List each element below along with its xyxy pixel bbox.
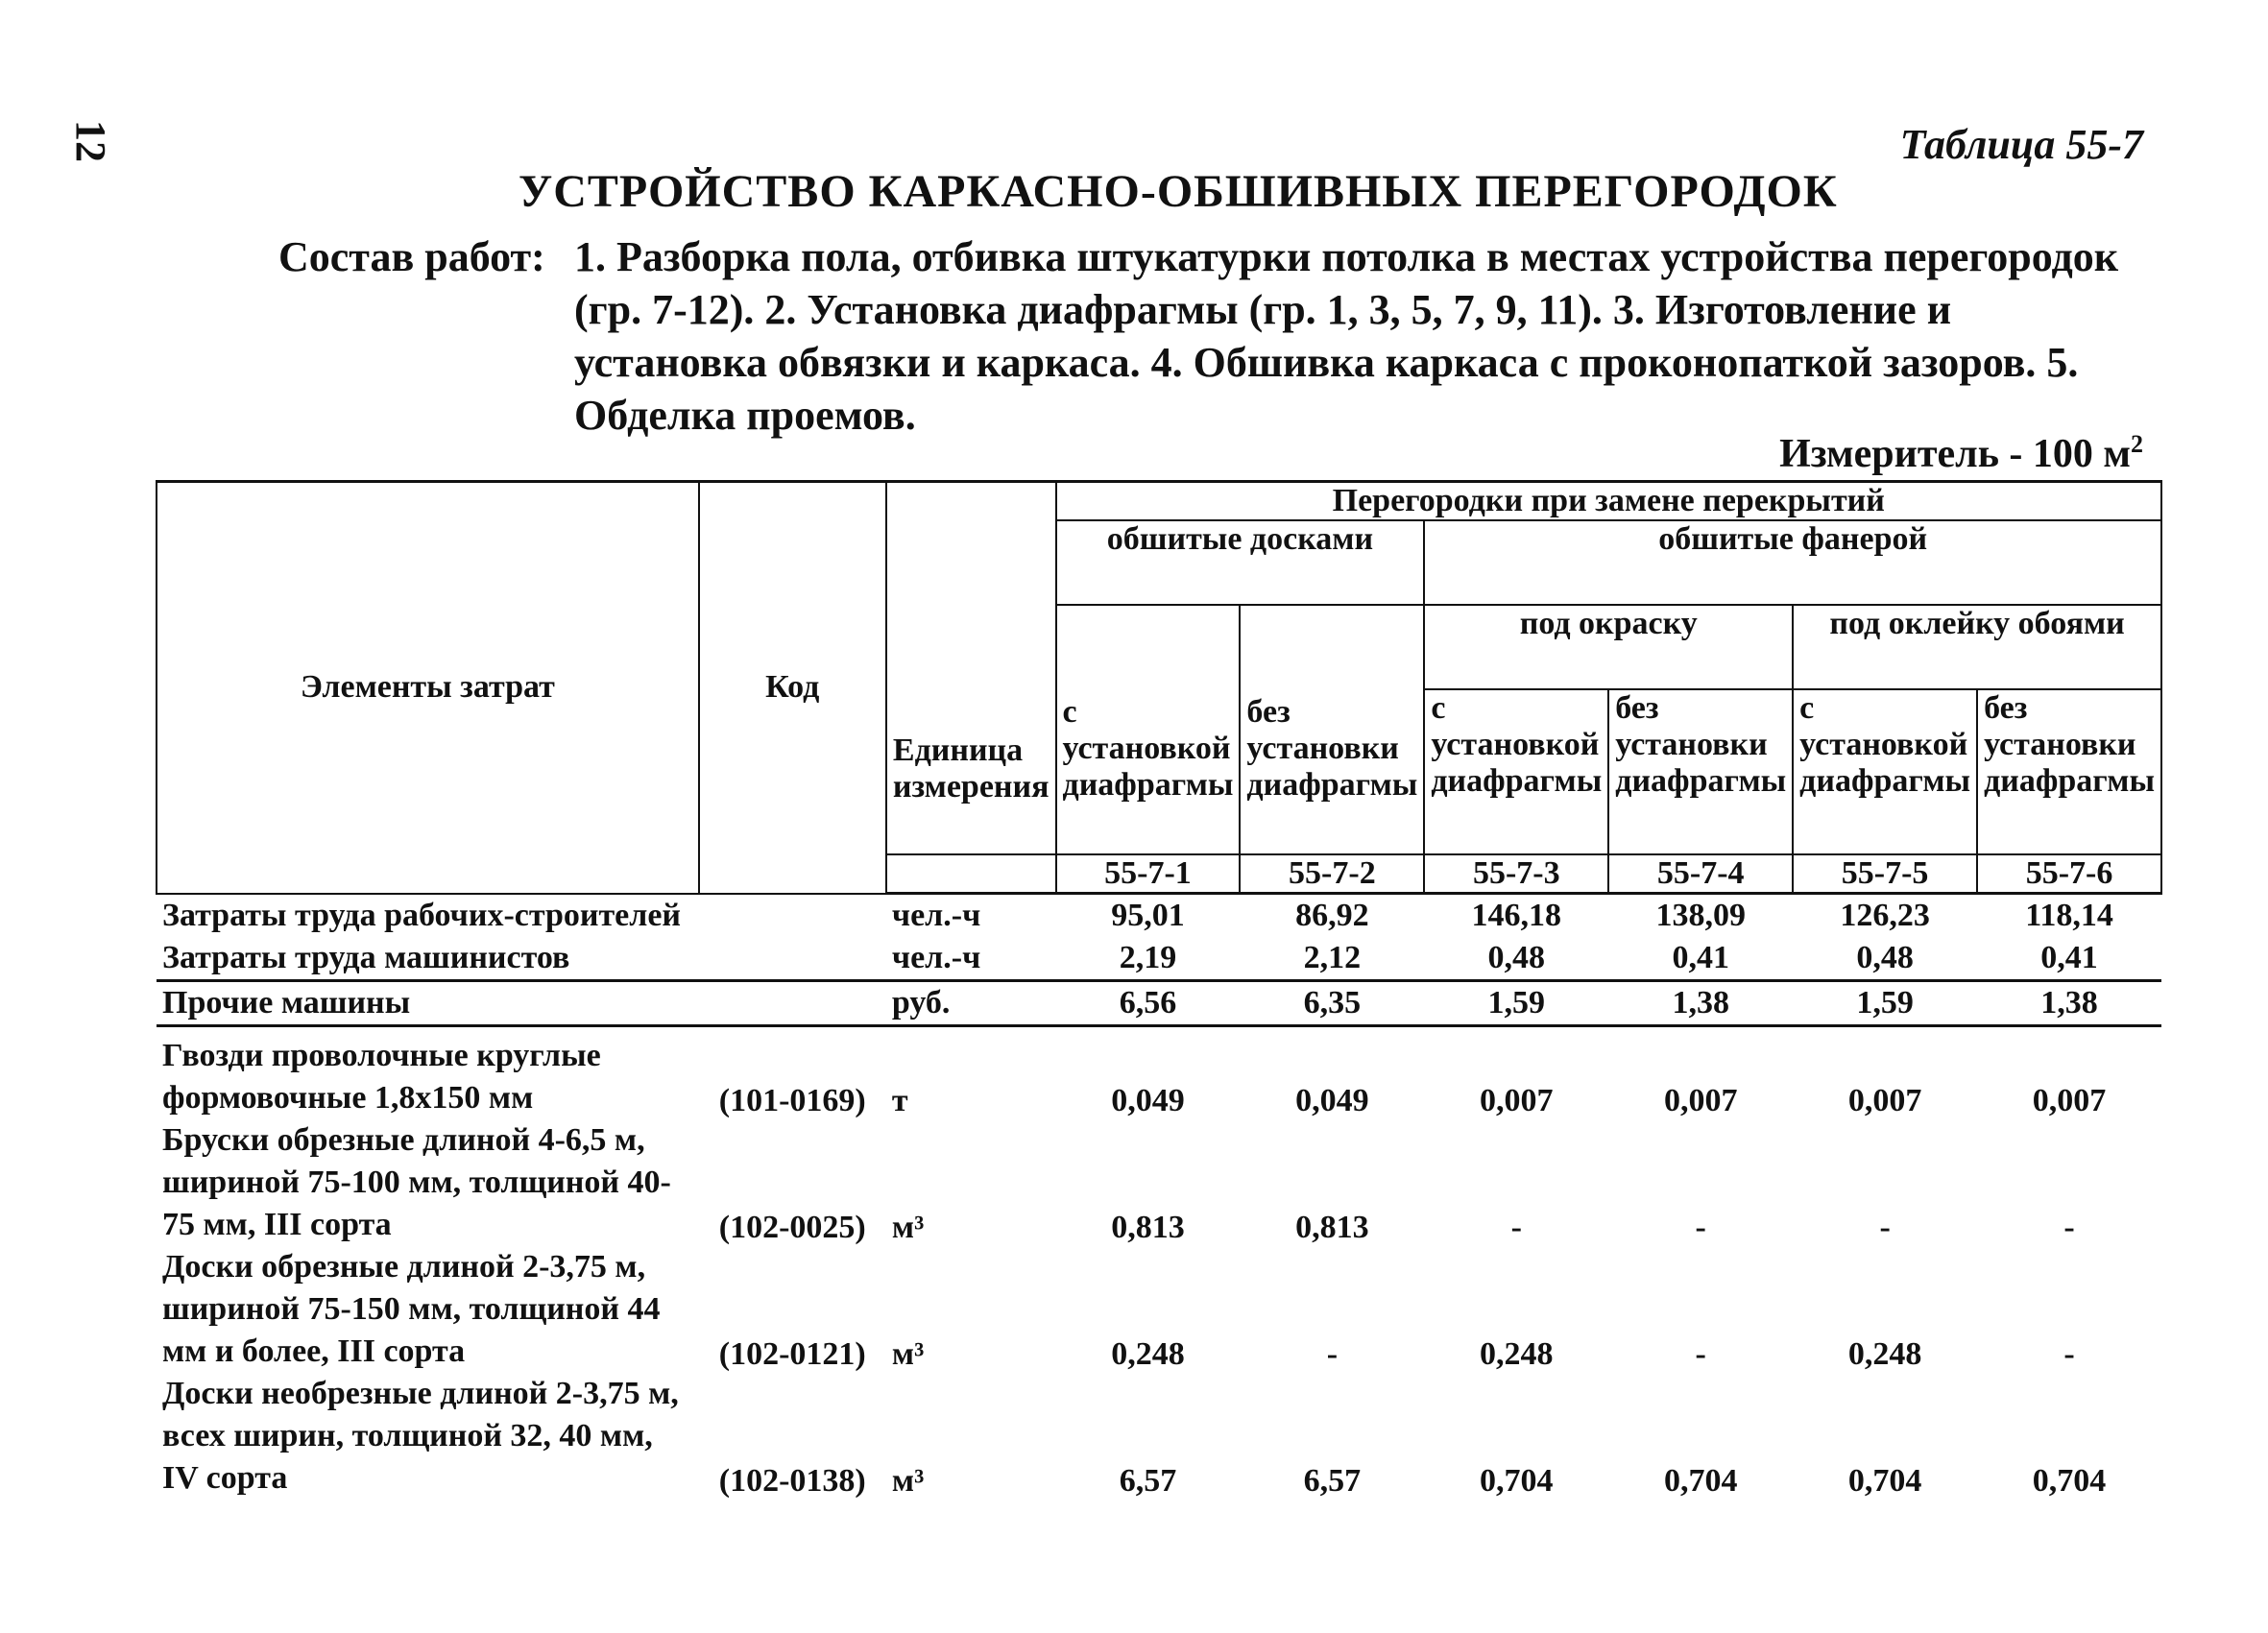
- row-value: 118,14: [2025, 898, 2113, 933]
- header-wallpaper-without-diaphragm: без установки диафрагмы: [1977, 689, 2161, 854]
- row-unit: т: [891, 1083, 908, 1118]
- header-unit: Единица измерения: [886, 482, 1056, 855]
- row-value: 2,12: [1240, 937, 1424, 981]
- row-value: 0,813: [1111, 1210, 1185, 1245]
- column-code-3: 55-7-3: [1424, 854, 1608, 894]
- row-value: 0,48: [1793, 937, 1977, 981]
- row-value: -: [2063, 1210, 2075, 1245]
- row-value: 6,57: [1303, 1463, 1362, 1499]
- row-value: 0,704: [2032, 1463, 2107, 1499]
- composition-text: 1. Разборка пола, отбивка штукатурки потолка в местах устройства перегородок (гр. 7-12). 2. Установка диафрагмы (гр. 1, 3, 5, 7, 9, 11). 3. Изготовление и установка обвязки и каркаса. 4. Обшивка каркаса с проконопаткой зазоров. 5. Обделка проемов.: [574, 233, 2119, 439]
- row-value: 0,704: [1480, 1463, 1554, 1499]
- header-boards-with-diaphragm: с установкой диафрагмы: [1056, 605, 1241, 854]
- row-value: 0,248: [1480, 1336, 1554, 1372]
- row-value: -: [1510, 1210, 1522, 1245]
- row-value: 0,704: [1663, 1463, 1738, 1499]
- row-name: Гвозди проволочные круглые формовочные 1,8х150 мм: [162, 1038, 601, 1116]
- row-value: -: [1326, 1336, 1339, 1372]
- row-value: 138,09: [1655, 898, 1746, 933]
- cost-table: [156, 480, 2162, 1500]
- row-value: 0,049: [1295, 1083, 1369, 1118]
- row-value: 0,48: [1424, 937, 1608, 981]
- row-code: (102-0025): [718, 1210, 866, 1245]
- page-number: 12: [67, 120, 114, 162]
- row-value: 0,007: [2032, 1083, 2107, 1118]
- row-value: 0,007: [1663, 1083, 1738, 1118]
- row-name: Прочие машины: [157, 981, 699, 1026]
- row-name: Бруски обрезные длиной 4-6,5 м, шириной 75-100 мм, толщиной 40-75 мм, III сорта: [162, 1122, 671, 1242]
- row-value: 0,049: [1111, 1083, 1185, 1118]
- header-elements: Элементы затрат: [157, 482, 699, 894]
- header-unit-spacer: [886, 854, 1056, 894]
- row-value: -: [2063, 1336, 2075, 1372]
- row-value: 0,41: [1608, 937, 1793, 981]
- row-value: 6,56: [1056, 981, 1241, 1026]
- column-code-6: 55-7-6: [1977, 854, 2161, 894]
- row-value: 1,59: [1793, 981, 1977, 1026]
- row-value: 2,19: [1056, 937, 1241, 981]
- row-unit: м³: [891, 1210, 925, 1245]
- row-name: Затраты труда машинистов: [157, 937, 699, 981]
- table-row: [157, 894, 2161, 938]
- header-boards: обшитые досками: [1056, 520, 1425, 605]
- measure-unit: [1779, 430, 2143, 477]
- row-name: Доски обрезные длиной 2-3,75 м, шириной 75-150 мм, толщиной 44 мм и более, III сорта: [162, 1249, 661, 1369]
- header-paint-with-diaphragm: с установкой диафрагмы: [1424, 689, 1608, 854]
- row-value: 86,92: [1295, 898, 1369, 933]
- table-row: [157, 937, 2161, 981]
- row-value: 0,704: [1847, 1463, 1922, 1499]
- row-unit: м³: [891, 1336, 925, 1372]
- column-code-1: 55-7-1: [1056, 854, 1241, 894]
- row-unit: чел.-ч: [886, 937, 1056, 981]
- row-code: (102-0121): [718, 1336, 866, 1372]
- row-unit: чел.-ч: [891, 898, 981, 933]
- column-code-4: 55-7-4: [1608, 854, 1793, 894]
- row-code: [699, 981, 886, 1026]
- table-row: [157, 1246, 2161, 1373]
- document-title: УСТРОЙСТВО КАРКАСНО-ОБШИВНЫХ ПЕРЕГОРОДОК: [519, 166, 1838, 217]
- row-code: (101-0169): [718, 1083, 866, 1118]
- table-label: Таблица 55-7: [1899, 121, 2143, 168]
- row-value: -: [1695, 1210, 1706, 1245]
- header-wallpaper: под оклейку обоями: [1793, 605, 2161, 689]
- header-code: Код: [699, 482, 886, 894]
- table-row: [157, 1119, 2161, 1246]
- row-value: 1,59: [1424, 981, 1608, 1026]
- row-code: [699, 937, 886, 981]
- row-value: -: [1695, 1336, 1706, 1372]
- composition-label: Состав работ:: [278, 233, 545, 280]
- row-value: 95,01: [1111, 898, 1185, 933]
- row-value: 146,18: [1471, 898, 1562, 933]
- header-plywood: обшитые фанерой: [1424, 520, 2161, 605]
- header-boards-without-diaphragm: без установки диафрагмы: [1240, 605, 1424, 854]
- row-value: 0,41: [1977, 937, 2161, 981]
- row-value: 0,007: [1847, 1083, 1922, 1118]
- row-value: 1,38: [1977, 981, 2161, 1026]
- row-unit: м³: [891, 1463, 925, 1499]
- row-name: Затраты труда рабочих-строителей: [162, 897, 682, 933]
- row-value: 0,007: [1480, 1083, 1554, 1118]
- row-value: 0,248: [1847, 1336, 1922, 1372]
- table-row: [157, 981, 2161, 1026]
- column-code-5: 55-7-5: [1793, 854, 1977, 894]
- measure-sup: 2: [2131, 430, 2143, 458]
- row-unit: руб.: [886, 981, 1056, 1026]
- row-value: 6,57: [1119, 1463, 1177, 1499]
- header-group: Перегородки при замене перекрытий: [1056, 482, 2162, 521]
- row-value: 1,38: [1608, 981, 1793, 1026]
- table-row: [157, 1373, 2161, 1500]
- table-row: [157, 1026, 2161, 1120]
- row-value: 126,23: [1840, 898, 1930, 933]
- row-value: 6,35: [1240, 981, 1424, 1026]
- row-value: 0,813: [1295, 1210, 1369, 1245]
- row-code: (102-0138): [718, 1463, 866, 1499]
- row-code: [699, 894, 886, 938]
- header-paint: под окраску: [1424, 605, 1793, 689]
- header-paint-without-diaphragm: без установки диафрагмы: [1608, 689, 1793, 854]
- row-value: 0,248: [1111, 1336, 1185, 1372]
- header-wallpaper-with-diaphragm: с установкой диафрагмы: [1793, 689, 1977, 854]
- row-value: -: [1879, 1210, 1891, 1245]
- measure-text: Измеритель - 100 м: [1779, 432, 2131, 476]
- row-name: Доски необрезные длиной 2-3,75 м, всех ширин, толщиной 32, 40 мм, IV сорта: [162, 1376, 679, 1496]
- column-code-2: 55-7-2: [1240, 854, 1424, 894]
